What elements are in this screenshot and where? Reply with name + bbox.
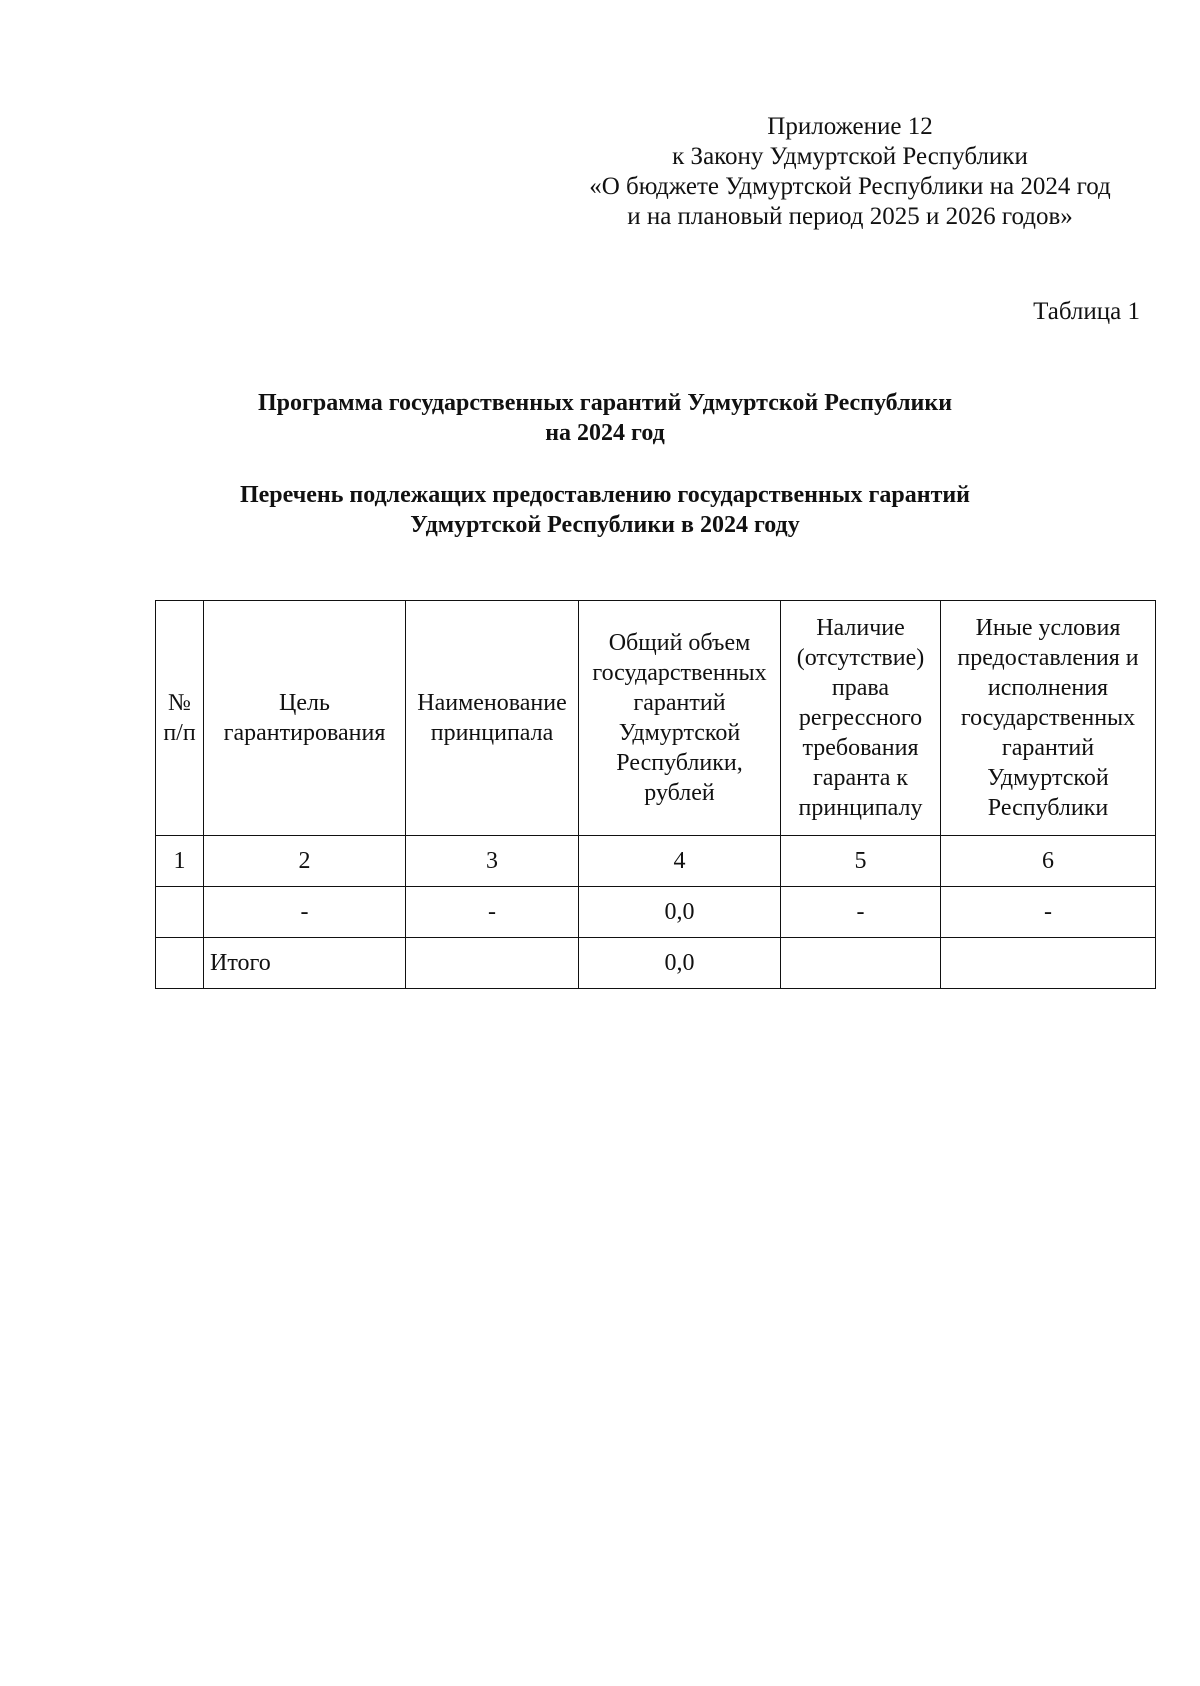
table-row — [156, 887, 1156, 938]
annex-reference — [560, 112, 1140, 232]
subtitle-line: Удмуртской Республики в 2024 году — [410, 512, 800, 538]
table-subtitle — [155, 480, 1055, 540]
table-cell: - — [204, 887, 406, 938]
title-line: на 2024 год — [545, 420, 665, 446]
table-cell: 0,0 — [579, 887, 781, 938]
header-cell-volume: Общий объем государственных гарантий Удмуртской Республики, рублей — [579, 601, 781, 836]
column-number-cell: 5 — [781, 836, 941, 887]
annex-line: «О бюджете Удмуртской Республики на 2024 год — [589, 173, 1111, 200]
column-number-cell: 1 — [156, 836, 204, 887]
column-number-cell: 3 — [406, 836, 579, 887]
table-number-label: Таблица 1 — [1033, 298, 1140, 325]
total-value: 0,0 — [579, 938, 781, 989]
header-cell-conditions: Иные условия предоставления и исполнения государственных гарантий Удмуртской Республики — [941, 601, 1156, 836]
column-number-cell: 6 — [941, 836, 1156, 887]
table-cell — [941, 938, 1156, 989]
table-cell: - — [406, 887, 579, 938]
annex-line: и на плановый период 2025 и 2026 годов» — [627, 203, 1073, 230]
header-cell-principal: Наименование принципала — [406, 601, 579, 836]
column-number-row — [156, 836, 1156, 887]
guarantees-table — [155, 600, 1156, 989]
column-number-cell: 2 — [204, 836, 406, 887]
table-cell — [156, 938, 204, 989]
header-cell-number: № п/п — [156, 601, 204, 836]
table-cell: - — [781, 887, 941, 938]
table-cell — [156, 887, 204, 938]
annex-line: Приложение 12 — [767, 113, 933, 140]
table-header-row — [156, 601, 1156, 836]
header-cell-regress: Наличие (отсутствие) права регрессного требования гаранта к принципалу — [781, 601, 941, 836]
subtitle-line: Перечень подлежащих предоставлению государственных гарантий — [239, 482, 971, 508]
total-label: Итого — [204, 938, 406, 989]
table-cell — [781, 938, 941, 989]
header-cell-purpose: Цель гарантирования — [204, 601, 406, 836]
total-row — [156, 938, 1156, 989]
table-cell — [406, 938, 579, 989]
document-title — [155, 388, 1055, 448]
annex-line: к Закону Удмуртской Республики — [672, 143, 1028, 170]
title-line: Программа государственных гарантий Удмуртской Республики — [257, 390, 953, 416]
table-cell: - — [941, 887, 1156, 938]
column-number-cell: 4 — [579, 836, 781, 887]
